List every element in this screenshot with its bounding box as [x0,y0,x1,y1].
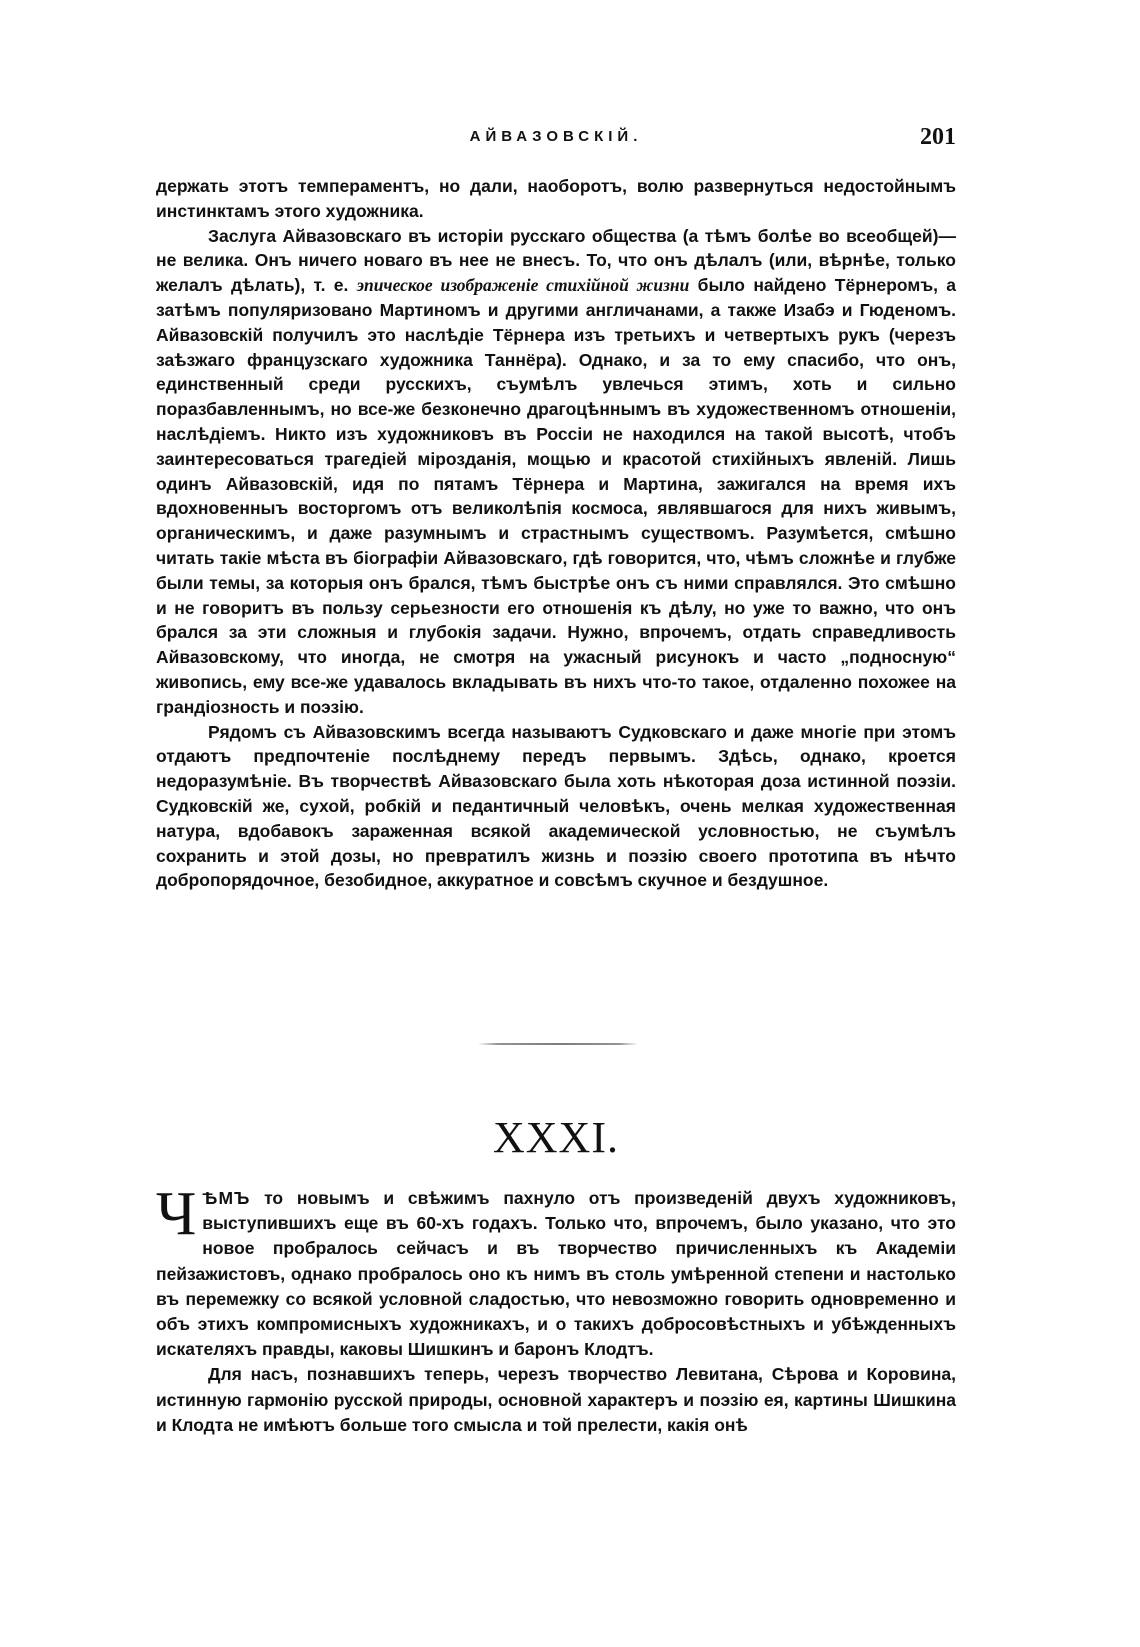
running-title: АЙВАЗОВСКІЙ. [469,128,643,145]
italic-phrase: эпическое изображеніе стихійной жизни [356,275,690,296]
paragraph-text: Заслуга Айвазовскаго въ исторіи русскаго общества (а тѣмъ болѣе во всеобщей)—не велика. Онъ ничего новаго въ нее не внесъ. То, что онъ дѣлалъ (или, вѣрнѣе, только желалъ дѣлать), т. е. [156,225,956,296]
paragraph-text: было найдено Тёрнеромъ, а затѣмъ популяризовано Мартиномъ и другими англичанами, а также Изабэ и Гюденомъ. Айвазовскій получилъ это наслѣдіе Тёрнера изъ третьихъ и четвертыхъ рукъ (черезъ заѣзжаго французскаго художника Таннёра). Однако, и за то ему спасибо, что онъ, единственный среди русскихъ, съумѣлъ увлечься этимъ, хоть и сильно поразбавленнымъ, но все-же безконечно драгоцѣннымъ въ художественномъ отношеніи, наслѣдіемъ. Никто изъ художниковъ въ Россіи не находился на такой высотѣ, чтобъ заинтересоваться трагедіей мірозданія, мощью и красотой стихійныхъ явленій. Лишь одинъ Айвазовскій, идя по пятамъ Тёрнера и Мартина, зажигался на время ихъ вдохновенныъ восторгомъ отъ великолѣпія космоса, являвшагося для нихъ живымъ, органическимъ, и даже разумнымъ и страстнымъ существомъ. Разумѣется, смѣшно читать такіе мѣста въ біографіи Айвазовскаго, гдѣ говорится, что, чѣмъ сложнѣе и глубже были темы, за которыя онъ брался, тѣмъ быстрѣе онъ съ ними справлялся. Это смѣшно и не говоритъ въ пользу серьезности его отношенія къ дѣлу, но уже то важно, что онъ брался за эти сложныя и глубокія задачи. Нужно, впрочемъ, отдать справедливость Айвазовскому, что иногда, не смотря на ужасный рисунокъ и часто „подносную“ живопись, ему все-же удавалось вкладывать въ нихъ что-то такое, отдаленно похожее на грандіозность и поэзію. [156,275,956,717]
paragraph-text: то новымъ и свѣжимъ пахнуло отъ произведеній двухъ художниковъ, выступившихъ еще въ 60-хъ годахъ. Только что, впрочемъ, было указано, что это новое пробралось сейчасъ и въ творчество причисленныхъ къ Академіи пейзажистовъ, однако пробралось оно къ нимъ въ столь умѣренной степени и настолько въ перемежку со всякой условной сладостью, что невозможно говорить одновременно и объ этихъ компромисныхъ художникахъ, и о такихъ добросовѣстныхъ и убѣжденныхъ искателяхъ правды, каковы Шишкинъ и баронъ Клодтъ. [156,1188,956,1360]
first-word: ѢМЪ [202,1188,251,1208]
chapter-second-paragraph: Для насъ, познавшихъ теперь, черезъ творчество Левитана, Сѣрова и Коровина, истинную гармонію русской природы, основной характеръ и поэзію ея, картины Шишкина и Клодта не имѣютъ больше того смысла и той прелести, какія онѣ [156,1364,956,1435]
paragraph-aivazovsky-merit [156,224,956,720]
chapter-text [156,1180,956,1438]
paragraph-sudkovsky: Рядомъ съ Айвазовскимъ всегда называютъ Судковскаго и даже многіе при этомъ отдаютъ предпочтеніе послѣднему передъ первымъ. Здѣсь, однако, кроется недоразумѣніе. Въ творчествѣ Айвазовскаго была хоть нѣкоторая доза истинной поэзіи. Судковскій же, сухой, робкій и педантичный человѣкъ, очень мелкая художественная натура, вдобавокъ зараженная всякой академической условностью, не съумѣлъ сохранить и этой дозы, но превратилъ жизнь и поэзію своего прототипа въ нѣчто добропорядочное, безобидное, аккуратное и совсѣмъ скучное и бездушное. [156,721,956,891]
body-text [156,174,956,893]
chapter-heading: XXXI. [493,1113,619,1162]
drop-cap: Ч [156,1180,197,1248]
running-head [156,124,956,156]
chapter-first-paragraph [156,1180,956,1362]
section-separator-rule [478,1043,638,1045]
paragraph-continuation: держать этотъ темпераментъ, но дали, наоборотъ, волю развернуться недостойнымъ инстинктамъ этого художника. [156,176,956,221]
page-number: 201 [920,124,956,150]
